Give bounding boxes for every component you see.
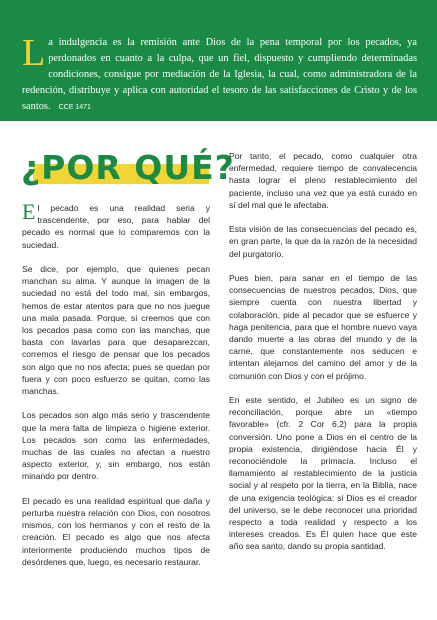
paragraph-drop-cap: E (22, 199, 36, 224)
page-title: ¿POR QUÉ? (21, 148, 235, 187)
paragraph: Los pecados son algo más serio y trascendente que la mera falta de limpieza o higiene exterior. Los pecados son como las enfermedades, muchas de las cuales no afectan a nuestro aspecto exterior, y, sin embargo, nos están minando por dentro. (22, 410, 210, 482)
banner-quote-text: a indulgencia es la remisión ante Dios de la pena temporal por los pecados, ya perdonados en cuanto a la culpa, que un fiel, dispuesto y cumpliendo determinadas condiciones, consigue por mediación de la Iglesia, la cual, como administradora de la redención, distribuye y aplica con autoridad el tesoro de las satisfacciones de Cristo y de los santos. (22, 37, 417, 112)
quote-banner (0, 0, 437, 121)
section-heading (21, 148, 235, 190)
paragraph: Esta visión de las consecuencias del pecado es, en gran parte, la que da la razón de la necesidad del purgatorio. (229, 224, 417, 259)
banner-reference: CCE 1471 (58, 104, 91, 111)
paragraph (22, 199, 210, 251)
right-column (229, 150, 417, 565)
paragraph: En este sentido, el Jubileo es un signo de reconciliación, porque abre un «tiempo favorable» (cfr. 2 Cor 6,2) para la propia conversión. Uno pone a Dios en el centro de la propia existencia, dirigiéndose hacia Él y reconociéndole la primacía. Incluso el llamamiento al restablecimiento de la justicia social y al respeto por la tierra, en la Biblia, nace de una exigencia teológica: si Dios es el creador del universo, se le debe reconocer una prioridad respecto a toda realidad y respecto a los intereses creados. Es Él quien hace que este año sea santo, dando su propia santidad. (229, 395, 417, 552)
left-column (22, 199, 210, 580)
banner-drop-cap: L (22, 32, 46, 74)
paragraph: El pecado es una realidad espiritual que daña y perturba nuestra relación con Dios, con nosotros mismos, con los hermanos y con el resto de la creación. El pecado es algo que nos afecta interiormente produciendo muchos tipos de desórdenes que, luego, es necesario restaurar. (22, 495, 210, 567)
paragraph: Por tanto, el pecado, como cualquier otra enfermedad, requiere tiempo de convalecencia hasta lograr el pleno restablecimiento del paciente, incluso una vez que ya está curado en sí del mal que le afectaba. (229, 151, 417, 210)
banner-quote (22, 32, 417, 116)
paragraph: Se dice, por ejemplo, que quienes pecan manchan su alma. Y aunque la imagen de la suciedad no está del todo mal, sin embargos, hemos de estar atentos para que no nos juegue una mala pasada. Porque, si creemos que con los pecados pasa como con las manchas, que basta con lavarlas para que desaparezcan, corremos el riesgo de pensar que los pecados son algo que no nos afecta; pues se quedan por fuera y con poco esfuerzo se quitan, como las manchas. (22, 264, 210, 397)
paragraph-text: l pecado es una realidad seria y trascendente, por eso, para hablar del pecado es normal que lo comparemos con la suciedad. (22, 203, 210, 250)
paragraph: Pues bien, para sanar en el tiempo de las consecuencias de nuestros pecados, Dios, que siempre cuenta con nuestra libertad y colaboración, pide al pecador que se esfuerce y haga penitencia, para que el hombre nuevo vaya dando muerte a las obras del mundo y de la carne, que constantemente nos seducen e intentan alejarnos del camino del amor y de la comunión con Dios y con el prójimo. (229, 273, 417, 381)
